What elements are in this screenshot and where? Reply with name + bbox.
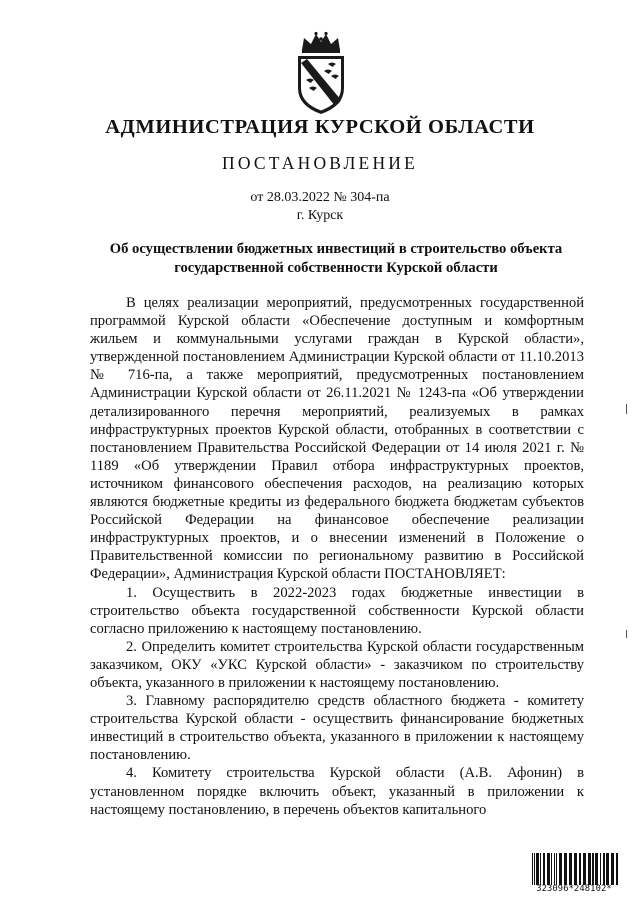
barcode-bar <box>611 853 614 885</box>
barcode-bar <box>574 853 577 885</box>
barcode-bar <box>592 853 594 885</box>
barcode-bars <box>532 853 618 885</box>
barcode-bar <box>534 853 535 885</box>
barcode-bar <box>559 853 562 885</box>
barcode-bar <box>540 853 541 885</box>
barcode-bar <box>554 853 555 885</box>
title-line-2: государственной собственности Курской области <box>174 260 498 276</box>
preamble-paragraph: В целях реализации мероприятий, предусмотренных государственной программой Курской области «Обеспечение доступным и комфортным жильем и коммунальными услугами граждан в Курской области», утвержденной постановлением Администрации Курской области от 11.10.2013 № 716-па, а также мероприятий, предусмотренных постановлением Администрации Курской области от 26.11.2021 № 1243-па «Об утверждении детализированного перечня мероприятий, реализуемых в рамках инфраструктурных проектов Курской области, отобранных в соответствии с постановлением Правительства Российской Федерации от 14 июля 2021 г. № 1189 «Об утверждении Правил отбора инфраструктурных проектов, источником финансового обеспечения расходов, на реализацию которых являются бюджетные кредиты из федерального бюджета бюджетам субъектов Российской Федерации на финансовое обеспечение реализации инфраструктурных проектов, и о внесении изменений в Положение о Правительственной комиссии по региональному развитию в Российской Федерации», Администрация Курской области ПОСТАНОВЛЯЕТ: <box>90 295 584 583</box>
barcode-bar <box>551 853 552 885</box>
barcode-number: 323096*248102* <box>536 884 612 894</box>
document-title <box>88 240 584 278</box>
city: г. Курск <box>296 208 344 223</box>
scan-mark <box>626 630 627 638</box>
document-type: ПОСТАНОВЛЕНИЕ <box>221 153 419 173</box>
barcode-bar <box>556 853 557 885</box>
barcode-bar <box>543 853 545 885</box>
organization-name: АДМИНИСТРАЦИЯ КУРСКОЙ ОБЛАСТИ <box>105 116 535 138</box>
barcode-bar <box>532 853 533 885</box>
barcode-bar <box>600 853 601 885</box>
coat-of-arms-icon <box>294 30 348 116</box>
scan-mark <box>626 404 627 414</box>
barcode-bar <box>616 853 618 885</box>
item-4-paragraph: 4. Комитету строительства Курской области (А.В. Афонин) в установленном порядке включить объект, указанный в приложении к настоящему постановлению, в перечень объектов капитального <box>90 765 584 818</box>
barcode-bar <box>579 853 581 885</box>
barcode-bar <box>606 853 609 885</box>
document-body <box>90 294 584 819</box>
date-and-number: от 28.03.2022 № 304-па <box>250 190 390 205</box>
item-3-paragraph: 3. Главному распорядителю средств областного бюджета - комитету строительства Курской области - осуществить финансирование бюджетных инвестиций в строительство объекта, указанного в приложении к настоящему постановлению. <box>90 693 584 764</box>
title-line-1: Об осуществлении бюджетных инвестиций в строительство объекта <box>109 241 563 257</box>
barcode-bar <box>569 853 572 885</box>
barcode-bar <box>588 853 591 885</box>
date-number-block <box>0 189 640 225</box>
barcode-bar <box>547 853 550 885</box>
item-2-paragraph: 2. Определить комитет строительства Курской области государственным заказчиком, ОКУ «УКС Курской области» - заказчиком по строительству объекта, указанного в приложении к настоящему постановлению. <box>90 638 584 691</box>
barcode <box>528 853 620 899</box>
barcode-bar <box>595 853 598 885</box>
barcode-bar <box>603 853 605 885</box>
barcode-bar <box>536 853 539 885</box>
item-1-paragraph: 1. Осуществить в 2022-2023 годах бюджетные инвестиции в строительство объекта государственной собственности Курской области согласно приложению к настоящему постановлению. <box>90 584 584 637</box>
barcode-bar <box>564 853 567 885</box>
barcode-bar <box>583 853 586 885</box>
